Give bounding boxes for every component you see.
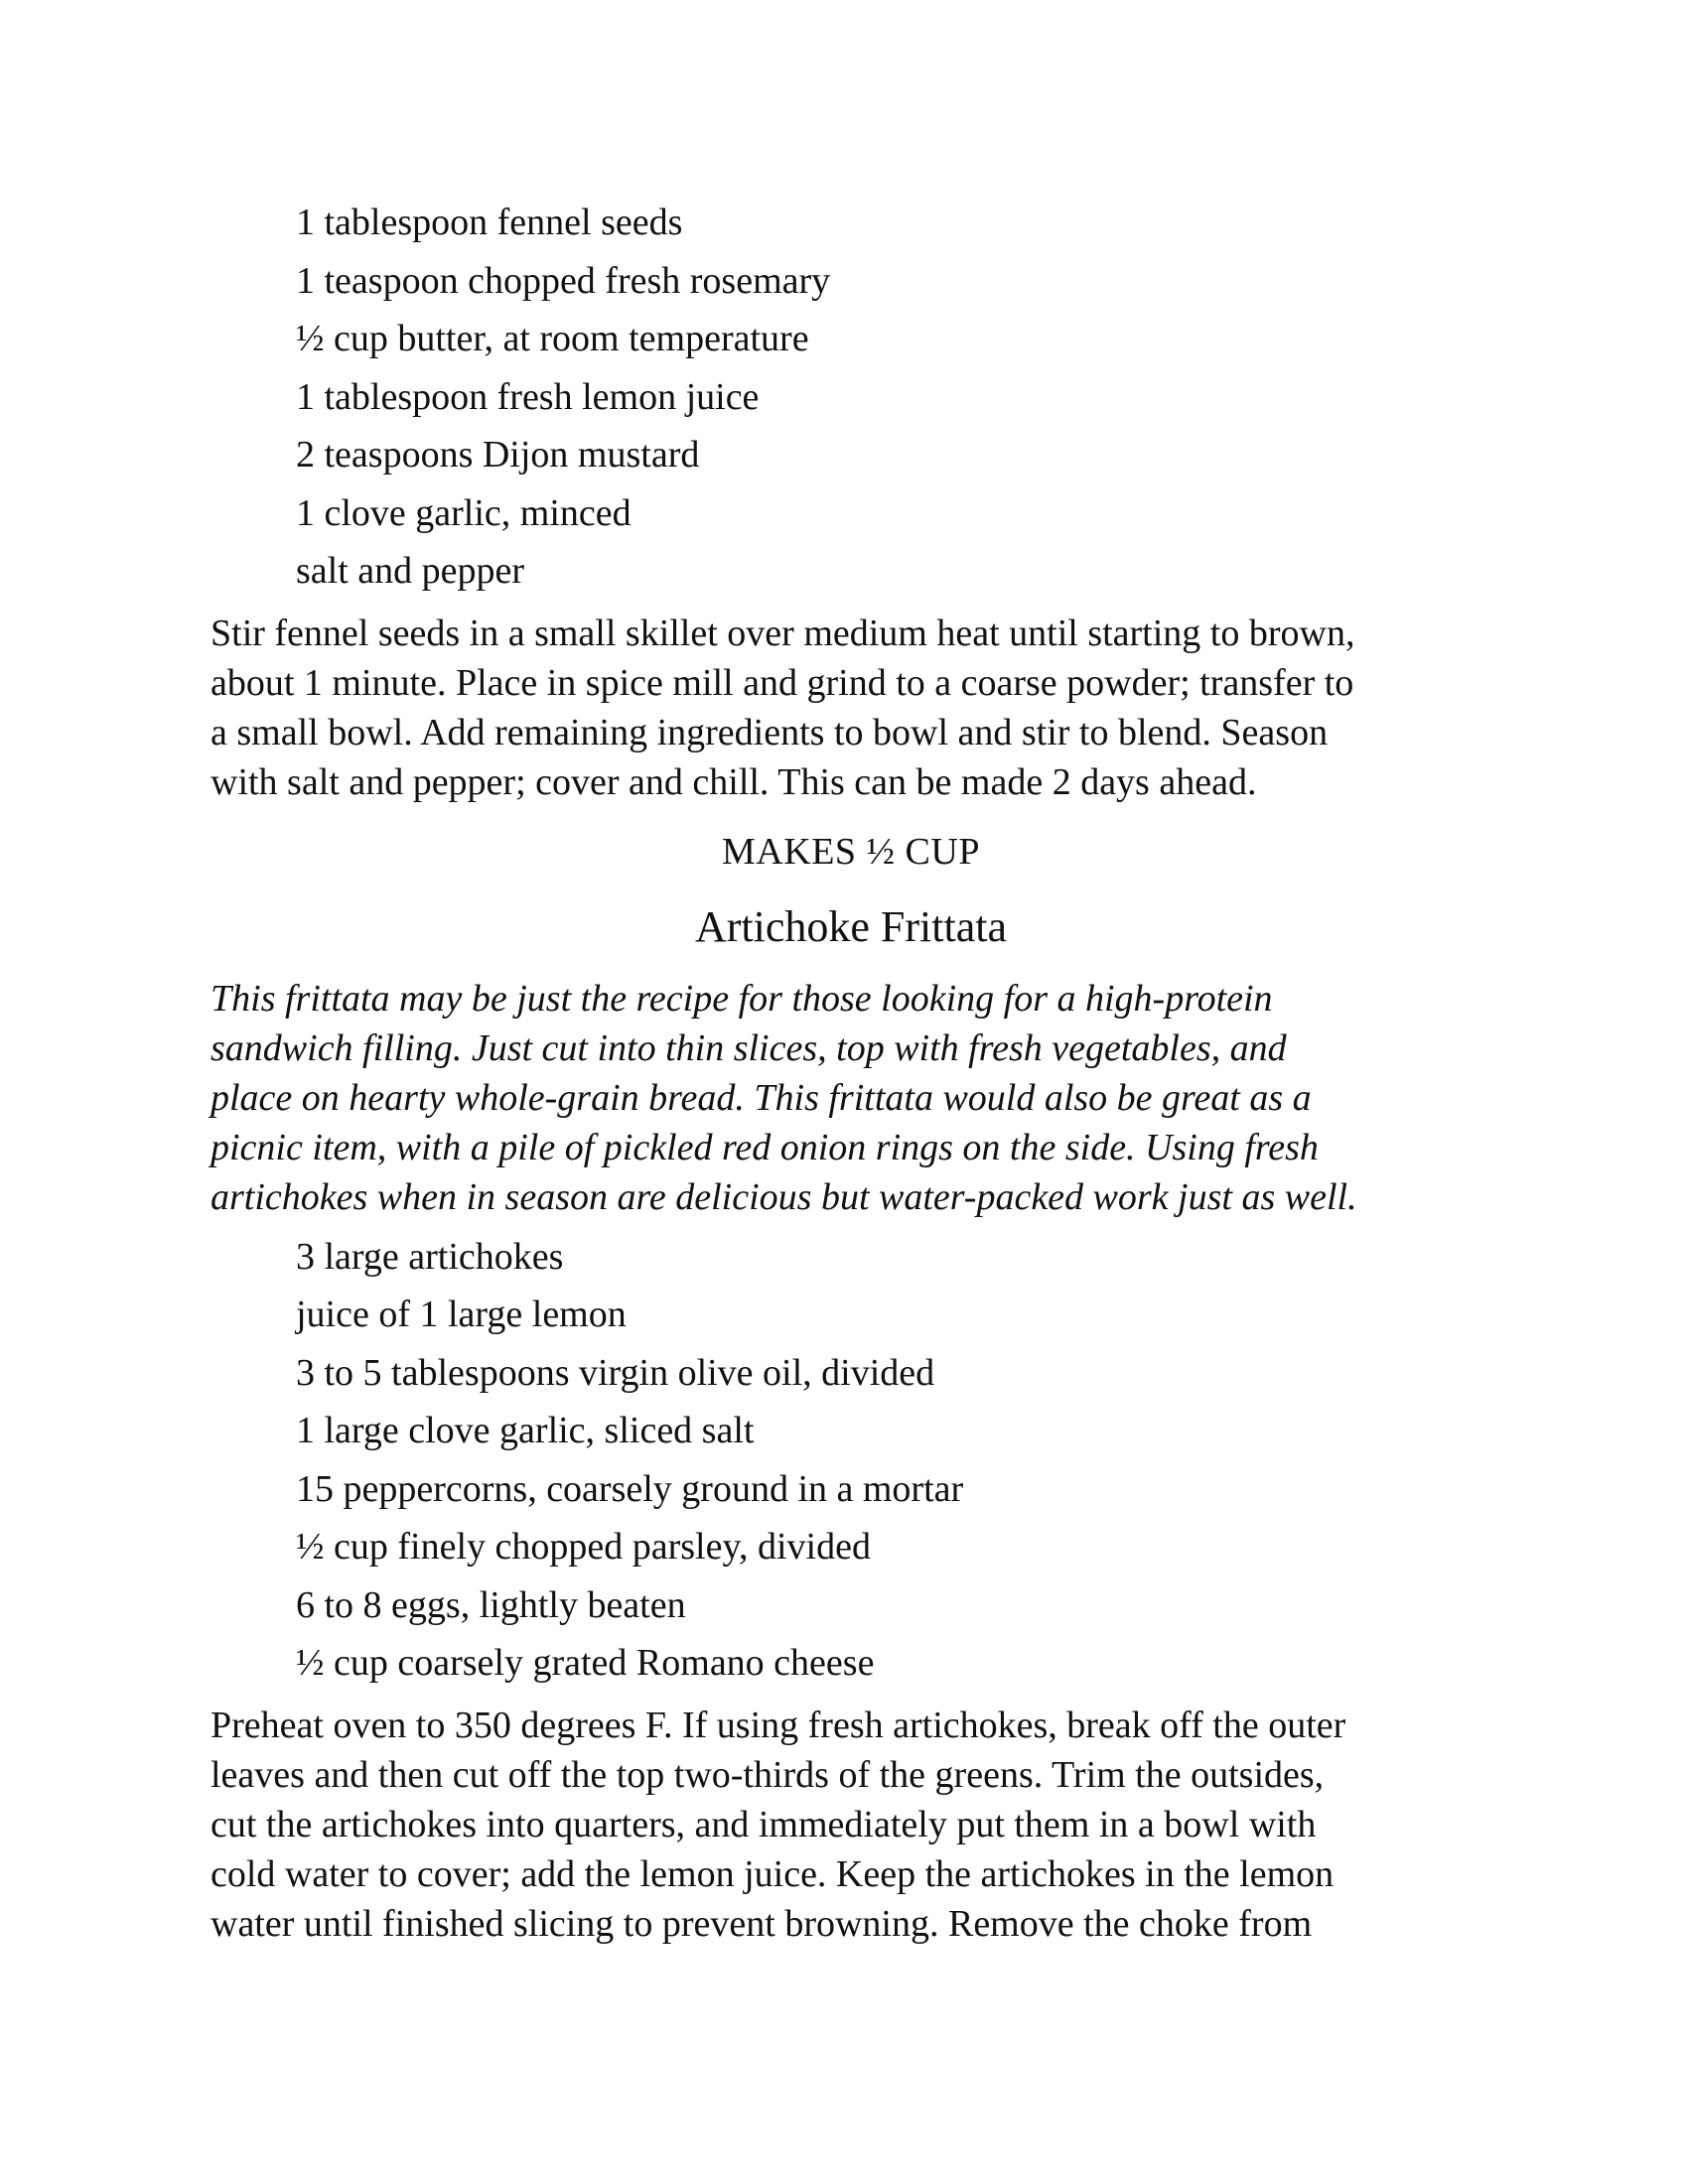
intro-line: sandwich filling. Just cut into thin slices, top with fresh vegetables, and	[211, 1026, 1287, 1069]
ingredient-item: 1 clove garlic, minced	[296, 491, 632, 534]
ingredient-item: 6 to 8 eggs, lightly beaten	[296, 1583, 686, 1626]
yield-line: MAKES ½ CUP	[722, 830, 980, 873]
page-content	[211, 194, 1491, 1949]
ingredient-item: ½ cup butter, at room temperature	[296, 318, 809, 359]
recipe-intro	[211, 974, 1491, 1222]
butter-directions	[211, 609, 1491, 807]
ingredient-item: 3 large artichokes	[296, 1235, 564, 1278]
ingredient-item: 1 large clove garlic, sliced salt	[296, 1410, 755, 1451]
intro-line: This frittata may be just the recipe for those looking for a high-protein	[211, 977, 1273, 1020]
ingredient-item: 1 tablespoon fresh lemon juice	[296, 375, 760, 418]
ingredient-item: 3 to 5 tablespoons virgin olive oil, divided	[296, 1351, 935, 1394]
intro-line: picnic item, with a pile of pickled red onion rings on the side. Using fresh	[211, 1126, 1319, 1168]
intro-line: artichokes when in season are delicious but water-packed work just as well.	[211, 1175, 1357, 1218]
directions-line: Stir fennel seeds in a small skillet over medium heat until starting to brown,	[211, 612, 1355, 654]
directions-line: a small bowl. Add remaining ingredients to bowl and stir to blend. Season	[211, 711, 1329, 753]
ingredient-item: ½ cup finely chopped parsley, divided	[296, 1526, 871, 1568]
ingredient-item: 2 teaspoons Dijon mustard	[296, 434, 700, 476]
directions-line: with salt and pepper; cover and chill. This can be made 2 days ahead.	[211, 760, 1257, 803]
recipe-title: Artichoke Frittata	[694, 901, 1007, 951]
directions-line: leaves and then cut off the top two-thirds of the greens. Trim the outsides,	[211, 1753, 1325, 1796]
ingredient-item: 15 peppercorns, coarsely ground in a mortar	[296, 1467, 964, 1510]
directions-line: water until finished slicing to prevent browning. Remove the choke from	[211, 1902, 1313, 1945]
directions-line: about 1 minute. Place in spice mill and grind to a coarse powder; transfer to	[211, 661, 1354, 704]
ingredient-item: ½ cup coarsely grated Romano cheese	[296, 1642, 875, 1684]
intro-line: place on hearty whole-grain bread. This frittata would also be great as a	[211, 1076, 1312, 1119]
directions-line: Preheat oven to 350 degrees F. If using fresh artichokes, break off the outer	[211, 1704, 1346, 1746]
frittata-directions	[211, 1701, 1491, 1949]
ingredient-item: 1 teaspoon chopped fresh rosemary	[296, 259, 831, 302]
directions-line: cut the artichokes into quarters, and immediately put them in a bowl with	[211, 1803, 1317, 1845]
ingredient-list-butter	[211, 194, 1491, 601]
ingredient-item: 1 tablespoon fennel seeds	[296, 202, 683, 243]
ingredient-list-frittata	[211, 1228, 1491, 1693]
directions-line: cold water to cover; add the lemon juice. Keep the artichokes in the lemon	[211, 1852, 1335, 1895]
ingredient-item: juice of 1 large lemon	[296, 1294, 627, 1335]
ingredient-item: salt and pepper	[296, 550, 525, 592]
